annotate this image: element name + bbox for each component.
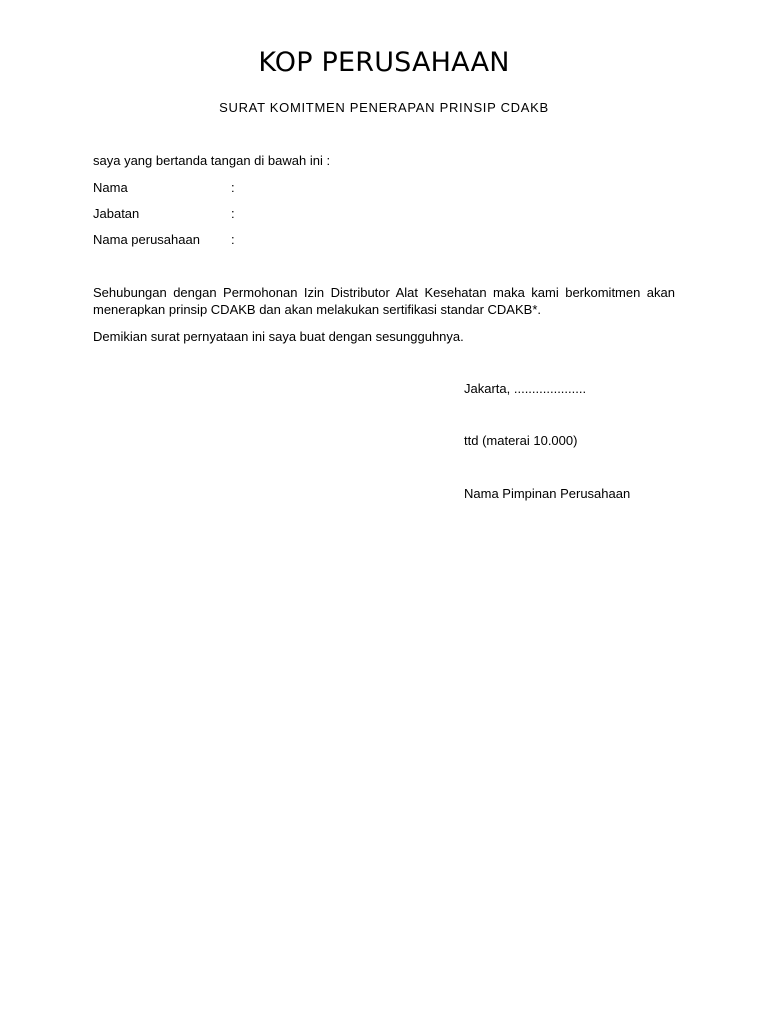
letter-subtitle: SURAT KOMITMEN PENERAPAN PRINSIP CDAKB	[219, 100, 549, 115]
field-separator-jabatan: :	[231, 206, 235, 221]
signature-place-date: Jakarta, ....................	[464, 381, 587, 396]
signature-name: Nama Pimpinan Perusahaan	[464, 486, 631, 501]
intro-text: saya yang bertanda tangan di bawah ini :	[93, 153, 331, 168]
field-label-nama-perusahaan: Nama perusahaan	[93, 232, 200, 247]
body-paragraph-commitment: Sehubungan dengan Permohonan Izin Distributor Alat Kesehatan maka kami berkomitmen akan menerapkan prinsip CDAKB dan akan melakukan sertifikasi standar CDAKB*.	[93, 285, 675, 317]
body-paragraph-closing: Demikian surat pernyataan ini saya buat dengan sesungguhnya.	[93, 329, 464, 344]
signature-stamp-note: ttd (materai 10.000)	[464, 433, 578, 448]
field-separator-nama: :	[231, 180, 235, 195]
letterhead-title: KOP PERUSAHAAN	[258, 47, 510, 78]
field-label-nama: Nama	[93, 180, 128, 195]
field-separator-nama-perusahaan: :	[231, 232, 235, 247]
field-label-jabatan: Jabatan	[93, 206, 140, 221]
